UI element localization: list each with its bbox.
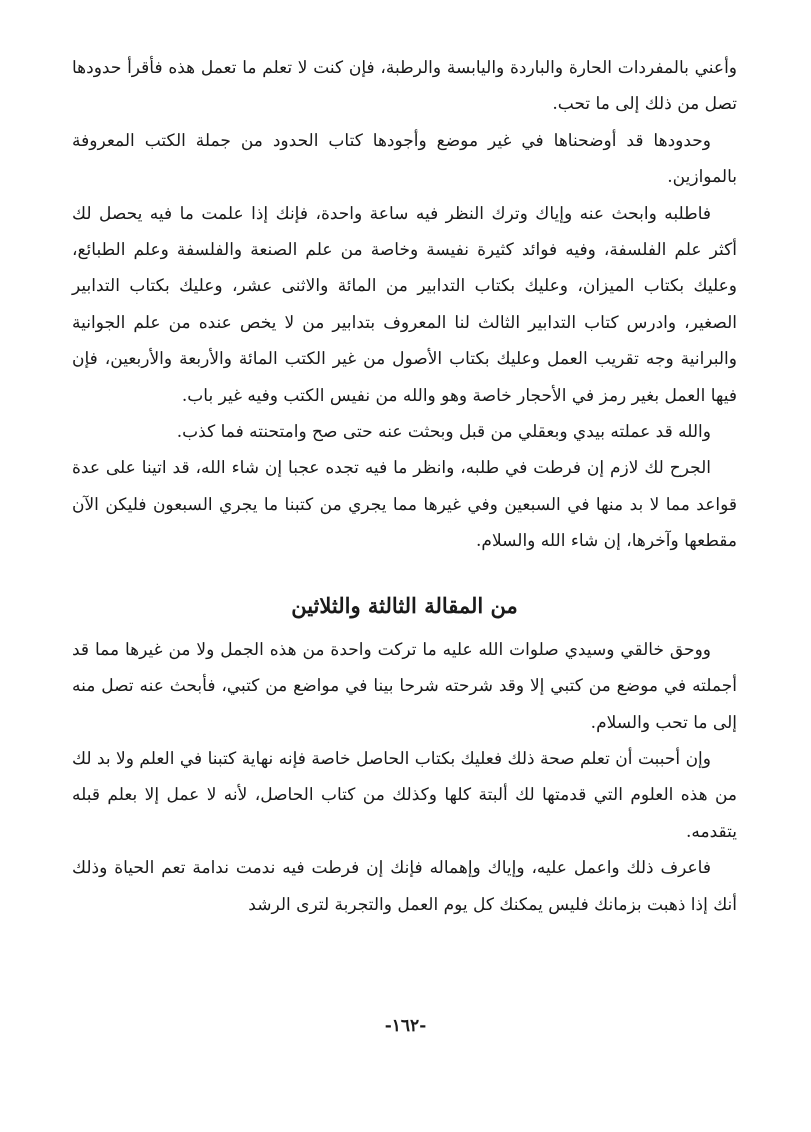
paragraph: فاطلبه وابحث عنه وإياك وترك النظر فيه ساعة واحدة، فإنك إذا علمت ما فيه يحصل لك أكثر علم الفلسفة، وفيه فوائد كثيرة نفيسة وخاصة من علم الصنعة والفلسفة وعلم الطبائع، وعليك بكتاب الميزان، وعليك بكتاب التدابير من المائة والاثنى عشر، وعليك بكتاب التدابير الصغير، وادرس كتاب التدابير الثالث لنا المعروف بتدابير من لا يخص عنده من علم الجوانية والبرانية وجه تقريب العمل وعليك بكتاب الأصول من غير الكتب المائة والأربعة والأربعين، فإن فيها العمل بغير رمز في الأحجار خاصة وهو والله من نفيس الكتب وفيه غير باب.	[72, 203, 737, 406]
paragraph: ووحق خالقي وسيدي صلوات الله عليه ما تركت واحدة من هذه الجمل ولا من غيرها مما قد أجملته في موضع من كتبي إلا وقد شرحته شرحا بينا في مواضع من كتبي، فأبحث عنه تصل منه إلى ما تحب والسلام.	[72, 639, 737, 733]
paragraph: وحدودها قد أوضحناها في غير موضع وأجودها كتاب الحدود من جملة الكتب المعروفة بالموازين.	[72, 130, 737, 188]
paragraph: وأعني بالمفردات الحارة والباردة واليابسة والرطبة، فإن كنت لا تعلم ما تعمل هذه فأقرأ حدودها تصل من ذلك إلى ما تحب.	[72, 58, 737, 115]
paragraph: الجرح لك لازم إن فرطت في طلبه، وانظر ما فيه تجده عجبا إن شاء الله، قد اتينا على عدة قواعد مما لا بد منها في السبعين وفي غيرها مما يجري من كتبنا ما يجري السبعون فليكن الآن مقطعها وآخرها، إن شاء الله والسلام.	[72, 458, 737, 552]
section-heading: من المقالة الثالثة والثلاثين	[291, 592, 518, 618]
page-number: -١٦٢-	[384, 1016, 427, 1036]
paragraph: وإن أحببت أن تعلم صحة ذلك فعليك بكتاب الحاصل خاصة فإنه نهاية كتبنا في العلم ولا بد لك من هذه العلوم التي قدمتها لك ألبتة كلها وكذلك من كتاب الحاصل، لأنه لا عمل إلا بعلم قبله يتقدمه.	[72, 748, 737, 842]
paragraph: والله قد عملته بيدي وبعقلي من قبل وبحثت عنه حتى صح وامتحنته فما كذب.	[176, 422, 711, 443]
paragraph: فاعرف ذلك واعمل عليه، وإياك وإهماله فإنك إن فرطت فيه ندمت ندامة تعم الحياة وذلك أنك إذا ذهبت بزمانك فليس يمكنك كل يوم العمل والتجربة لترى الرشد	[72, 858, 737, 915]
